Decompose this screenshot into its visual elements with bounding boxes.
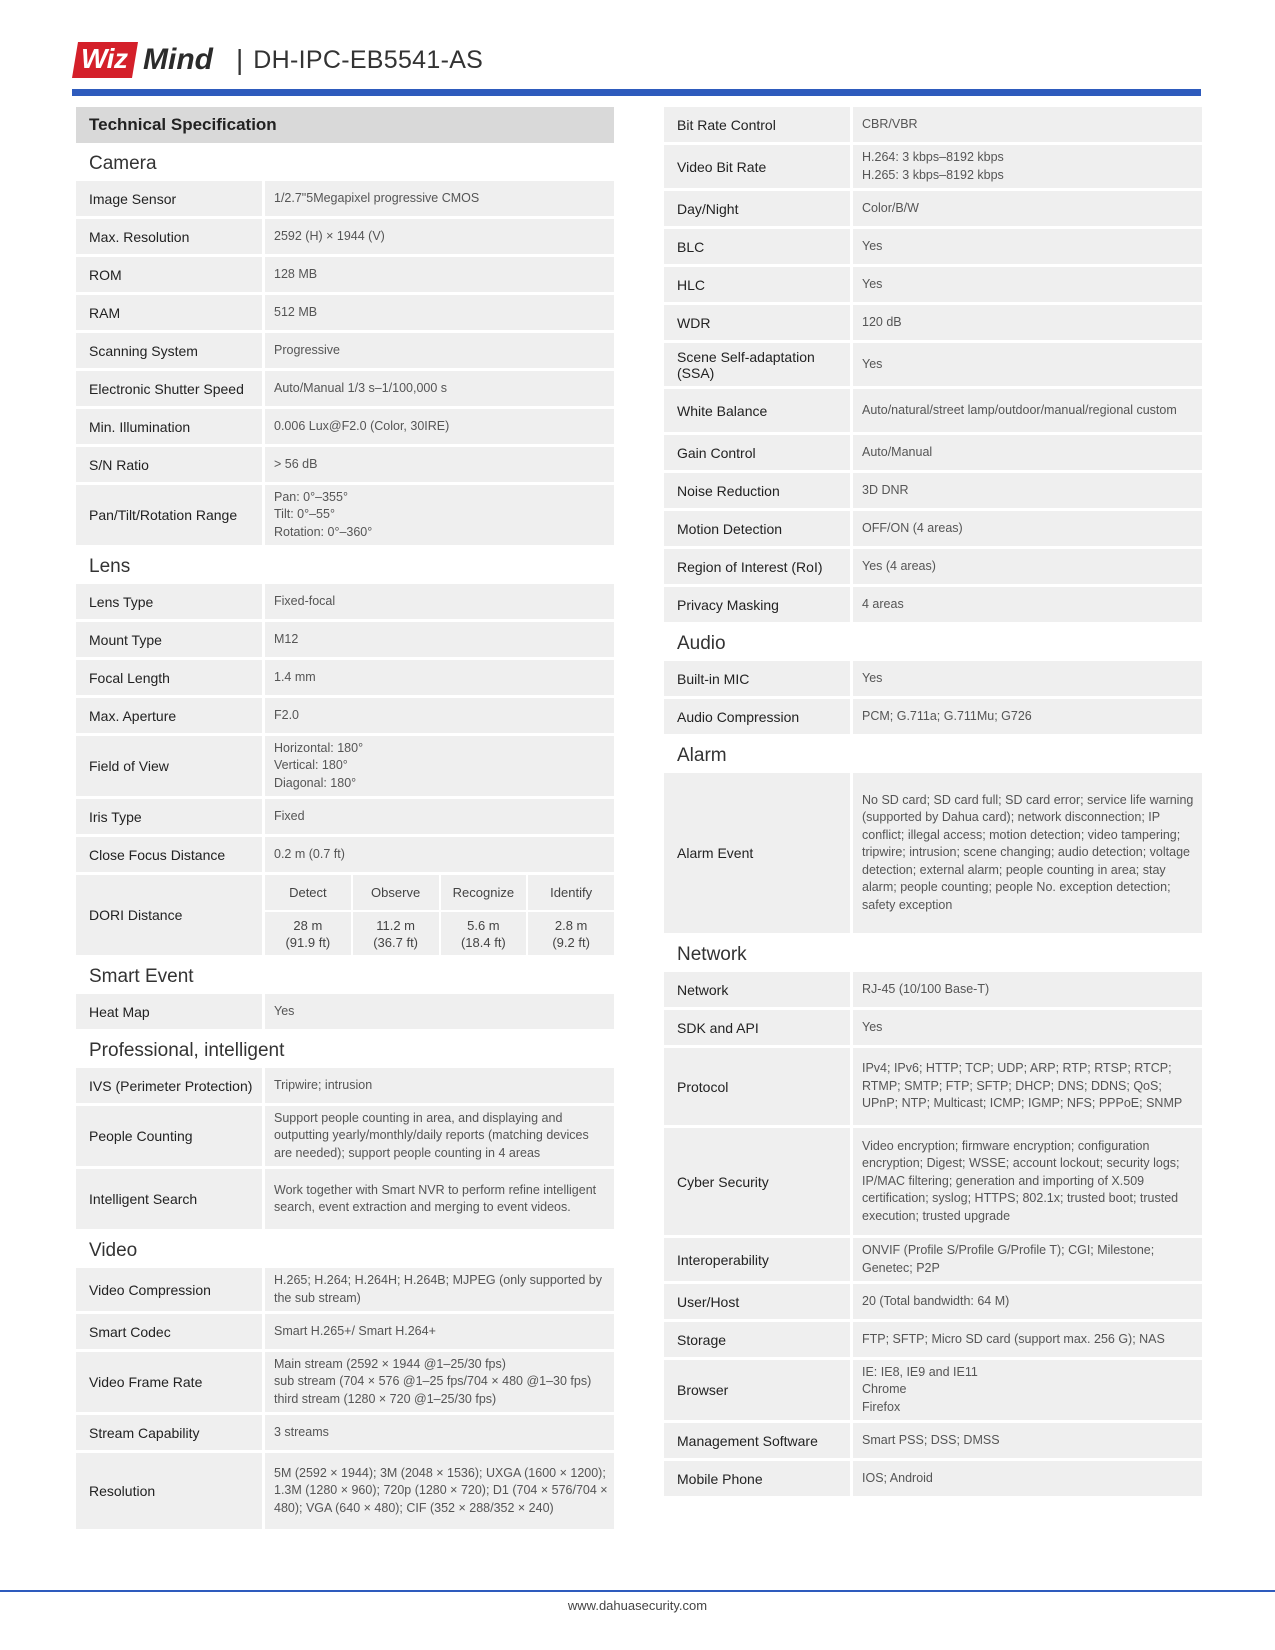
spec-label: User/Host	[664, 1284, 850, 1319]
dori-value: 5.6 m (18.4 ft)	[441, 912, 527, 955]
spec-label: Audio Compression	[664, 699, 850, 734]
spec-value: M12	[265, 622, 614, 657]
spec-value: Tripwire; intrusion	[265, 1068, 614, 1103]
logo-text-wiz: Wiz	[81, 43, 128, 74]
spec-label: Network	[664, 972, 850, 1007]
right-sections	[664, 625, 1202, 1496]
section-title-network: Network	[677, 944, 747, 965]
spec-label: Privacy Masking	[664, 587, 850, 622]
spec-row-video-bit-rate	[664, 145, 1202, 188]
spec-row-sdk-and-api	[664, 1010, 1202, 1045]
spec-value: Support people counting in area, and displaying and outputting yearly/monthly/daily reports (matching devices are needed); support people counting in 4 areas	[265, 1106, 614, 1166]
spec-row-white-balance	[664, 389, 1202, 432]
dori-value: 2.8 m (9.2 ft)	[528, 912, 614, 955]
section-title-camera: Camera	[89, 153, 157, 174]
video-continued-rows	[664, 107, 1202, 622]
spec-row-heat-map	[76, 994, 614, 1029]
spec-value: Video encryption; firmware encryption; configuration encryption; Digest; WSSE; account lockout; security logs; IP/MAC filtering; generation and importing of X.509 certification; syslog; HTTPS; 802.1x; trusted boot; trusted execution; trusted upgrade	[853, 1128, 1202, 1235]
spec-label: Bit Rate Control	[664, 107, 850, 142]
spec-row-region-of-interest-roi	[664, 549, 1202, 584]
spec-value: ONVIF (Profile S/Profile G/Profile T); CGI; Milestone; Genetec; P2P	[853, 1238, 1202, 1281]
logo-text-mind: Mind	[143, 43, 213, 76]
spec-label: Gain Control	[664, 435, 850, 470]
header	[72, 40, 483, 80]
spec-row-cyber-security	[664, 1128, 1202, 1235]
spec-row-blc	[664, 229, 1202, 264]
spec-row-day-night	[664, 191, 1202, 226]
spec-value: Work together with Smart NVR to perform refine intelligent search, event extraction and merging to event videos.	[265, 1169, 614, 1229]
section-title-audio: Audio	[677, 633, 726, 654]
dori-header-recognize: Recognize	[441, 875, 527, 910]
spec-value: Yes	[853, 343, 1202, 386]
spec-row-max-resolution	[76, 219, 614, 254]
spec-value: Pan: 0°–355° Tilt: 0°–55° Rotation: 0°–360°	[265, 485, 614, 545]
model-number: DH-IPC-EB5541-AS	[253, 46, 484, 74]
spec-label: S/N Ratio	[76, 447, 262, 482]
spec-row-video-frame-rate	[76, 1352, 614, 1412]
wizmind-logo	[72, 40, 220, 80]
spec-label: RAM	[76, 295, 262, 330]
spec-value: IE: IE8, IE9 and IE11 Chrome Firefox	[853, 1360, 1202, 1420]
spec-value: Yes	[265, 994, 614, 1029]
spec-label: Video Compression	[76, 1268, 262, 1311]
spec-row-scene-self-adaptation-ssa	[664, 343, 1202, 386]
spec-label: Protocol	[664, 1048, 850, 1125]
spec-label: SDK and API	[664, 1010, 850, 1045]
spec-value: F2.0	[265, 698, 614, 733]
spec-row-video-compression	[76, 1268, 614, 1311]
section-title-alarm: Alarm	[677, 745, 727, 766]
spec-row-s-n-ratio	[76, 447, 614, 482]
spec-row-dori-distance	[76, 875, 614, 955]
spec-row-management-software	[664, 1423, 1202, 1458]
spec-label: HLC	[664, 267, 850, 302]
spec-value: Fixed-focal	[265, 584, 614, 619]
spec-label: Focal Length	[76, 660, 262, 695]
spec-row-min-illumination	[76, 409, 614, 444]
spec-label: Max. Aperture	[76, 698, 262, 733]
spec-label: Interoperability	[664, 1238, 850, 1281]
spec-row-mount-type	[76, 622, 614, 657]
spec-row-max-aperture	[76, 698, 614, 733]
spec-label: Alarm Event	[664, 773, 850, 933]
spec-label: Video Bit Rate	[664, 145, 850, 188]
spec-row-scanning-system	[76, 333, 614, 368]
dori-value: 11.2 m (36.7 ft)	[353, 912, 439, 955]
spec-row-gain-control	[664, 435, 1202, 470]
spec-label: Cyber Security	[664, 1128, 850, 1235]
spec-value: 512 MB	[265, 295, 614, 330]
spec-label: Smart Codec	[76, 1314, 262, 1349]
spec-row-smart-codec	[76, 1314, 614, 1349]
spec-row-network	[664, 972, 1202, 1007]
spec-row-stream-capability	[76, 1415, 614, 1450]
spec-row-rom	[76, 257, 614, 292]
spec-value: OFF/ON (4 areas)	[853, 511, 1202, 546]
spec-row-ram	[76, 295, 614, 330]
spec-row-motion-detection	[664, 511, 1202, 546]
spec-value: 120 dB	[853, 305, 1202, 340]
spec-label: Electronic Shutter Speed	[76, 371, 262, 406]
header-accent-bar	[72, 89, 1201, 96]
spec-label: Mount Type	[76, 622, 262, 657]
footer-url: www.dahuasecurity.com	[567, 1598, 708, 1613]
spec-label: DORI Distance	[76, 875, 262, 955]
spec-row-noise-reduction	[664, 473, 1202, 508]
spec-label: Motion Detection	[664, 511, 850, 546]
spec-value: 3 streams	[265, 1415, 614, 1450]
spec-label: Resolution	[76, 1453, 262, 1529]
spec-row-ivs-perimeter-protection	[76, 1068, 614, 1103]
spec-row-resolution	[76, 1453, 614, 1529]
spec-row-built-in-mic	[664, 661, 1202, 696]
dori-header-detect: Detect	[265, 875, 351, 910]
spec-label: Iris Type	[76, 799, 262, 834]
spec-row-browser	[664, 1360, 1202, 1420]
spec-label: Region of Interest (RoI)	[664, 549, 850, 584]
spec-value: Auto/natural/street lamp/outdoor/manual/regional custom	[853, 389, 1202, 432]
spec-label: Management Software	[664, 1423, 850, 1458]
spec-value: Smart H.265+/ Smart H.264+	[265, 1314, 614, 1349]
section-title-professional-intelligent: Professional, intelligent	[89, 1040, 285, 1061]
spec-label: White Balance	[664, 389, 850, 432]
left-column	[76, 107, 614, 1532]
spec-label: Scanning System	[76, 333, 262, 368]
spec-row-alarm-event	[664, 773, 1202, 933]
spec-label: Video Frame Rate	[76, 1352, 262, 1412]
spec-label: Heat Map	[76, 994, 262, 1029]
spec-row-hlc	[664, 267, 1202, 302]
spec-label: Close Focus Distance	[76, 837, 262, 872]
spec-row-focal-length	[76, 660, 614, 695]
spec-label: Noise Reduction	[664, 473, 850, 508]
spec-label: BLC	[664, 229, 850, 264]
spec-row-electronic-shutter-speed	[76, 371, 614, 406]
spec-value: IOS; Android	[853, 1461, 1202, 1496]
spec-label: Day/Night	[664, 191, 850, 226]
spec-value: 5M (2592 × 1944); 3M (2048 × 1536); UXGA (1600 × 1200); 1.3M (1280 × 960); 720p (1280 × 720); D1 (704 × 576/704 × 480); VGA (640 × 480); CIF (352 × 288/352 × 240)	[265, 1453, 614, 1529]
spec-row-intelligent-search	[76, 1169, 614, 1229]
section-title-smart-event: Smart Event	[89, 966, 194, 987]
spec-row-audio-compression	[664, 699, 1202, 734]
spec-value: Main stream (2592 × 1944 @1–25/30 fps) sub stream (704 × 576 @1–25 fps/704 × 480 @1–30 fps) third stream (1280 × 720 @1–25/30 fps)	[265, 1352, 614, 1412]
section-title-lens: Lens	[89, 556, 131, 577]
spec-row-user-host	[664, 1284, 1202, 1319]
spec-value: Yes (4 areas)	[853, 549, 1202, 584]
spec-label: Storage	[664, 1322, 850, 1357]
spec-value: FTP; SFTP; Micro SD card (support max. 256 G); NAS	[853, 1322, 1202, 1357]
spec-label: ROM	[76, 257, 262, 292]
spec-value: Color/B/W	[853, 191, 1202, 226]
section-title-video: Video	[89, 1240, 138, 1261]
spec-row-storage	[664, 1322, 1202, 1357]
spec-label: Built-in MIC	[664, 661, 850, 696]
spec-label: Lens Type	[76, 584, 262, 619]
spec-row-field-of-view	[76, 736, 614, 796]
spec-row-iris-type	[76, 799, 614, 834]
spec-value: H.265; H.264; H.264H; H.264B; MJPEG (only supported by the sub stream)	[265, 1268, 614, 1311]
dori-header-observe: Observe	[353, 875, 439, 910]
spec-row-lens-type	[76, 584, 614, 619]
spec-value: No SD card; SD card full; SD card error; service life warning (supported by Dahua card); network disconnection; IP conflict; illegal access; motion detection; video tampering; tripwire; intrusion; scene changing; audio detection; voltage detection; external alarm; people counting in area; stay alarm; people counting; people No. exception detection; safety exception	[853, 773, 1202, 933]
spec-row-mobile-phone	[664, 1461, 1202, 1496]
spec-value: 3D DNR	[853, 473, 1202, 508]
footer-divider	[0, 1590, 1275, 1592]
spec-row-people-counting	[76, 1106, 614, 1166]
spec-value: Horizontal: 180° Vertical: 180° Diagonal: 180°	[265, 736, 614, 796]
spec-row-privacy-masking	[664, 587, 1202, 622]
spec-label: Min. Illumination	[76, 409, 262, 444]
spec-label: Scene Self-adaptation (SSA)	[664, 343, 850, 386]
spec-value: PCM; G.711a; G.711Mu; G726	[853, 699, 1202, 734]
dori-value: 28 m (91.9 ft)	[265, 912, 351, 955]
spec-label: Intelligent Search	[76, 1169, 262, 1229]
spec-value: 2592 (H) × 1944 (V)	[265, 219, 614, 254]
spec-row-protocol	[664, 1048, 1202, 1125]
spec-value: Yes	[853, 229, 1202, 264]
spec-value: Auto/Manual 1/3 s–1/100,000 s	[265, 371, 614, 406]
spec-value: 4 areas	[853, 587, 1202, 622]
spec-value: 0.006 Lux@F2.0 (Color, 30IRE)	[265, 409, 614, 444]
spec-value: Progressive	[265, 333, 614, 368]
spec-label: Pan/Tilt/Rotation Range	[76, 485, 262, 545]
spec-row-wdr	[664, 305, 1202, 340]
spec-label: IVS (Perimeter Protection)	[76, 1068, 262, 1103]
spec-value: Yes	[853, 661, 1202, 696]
spec-label: People Counting	[76, 1106, 262, 1166]
spec-value: > 56 dB	[265, 447, 614, 482]
spec-value: 20 (Total bandwidth: 64 M)	[853, 1284, 1202, 1319]
spec-value: H.264: 3 kbps–8192 kbps H.265: 3 kbps–8192 kbps	[853, 145, 1202, 188]
spec-value: 1/2.7"5Megapixel progressive CMOS	[265, 181, 614, 216]
spec-value: Smart PSS; DSS; DMSS	[853, 1423, 1202, 1458]
spec-row-pan-tilt-rotation-range	[76, 485, 614, 545]
spec-row-bit-rate-control	[664, 107, 1202, 142]
spec-value: Fixed	[265, 799, 614, 834]
dori-table	[265, 875, 614, 955]
spec-row-close-focus-distance	[76, 837, 614, 872]
spec-label: Field of View	[76, 736, 262, 796]
spec-value: Yes	[853, 1010, 1202, 1045]
spec-label: Browser	[664, 1360, 850, 1420]
spec-value: IPv4; IPv6; HTTP; TCP; UDP; ARP; RTP; RTSP; RTCP; RTMP; SMTP; FTP; SFTP; DHCP; DNS; DDNS; QoS; UPnP; NTP; Multicast; ICMP; IGMP; NFS; PPPoE; SNMP	[853, 1048, 1202, 1125]
spec-value: 1.4 mm	[265, 660, 614, 695]
header-separator: |	[236, 44, 244, 75]
left-sections	[76, 145, 614, 1529]
spec-value: Yes	[853, 267, 1202, 302]
spec-title: Technical Specification	[76, 107, 614, 143]
spec-row-image-sensor	[76, 181, 614, 216]
right-column	[664, 107, 1202, 1499]
spec-value: 0.2 m (0.7 ft)	[265, 837, 614, 872]
spec-value: 128 MB	[265, 257, 614, 292]
dori-header-identify: Identify	[528, 875, 614, 910]
spec-value: CBR/VBR	[853, 107, 1202, 142]
spec-label: Max. Resolution	[76, 219, 262, 254]
spec-label: Stream Capability	[76, 1415, 262, 1450]
spec-value: Auto/Manual	[853, 435, 1202, 470]
spec-label: Image Sensor	[76, 181, 262, 216]
spec-row-interoperability	[664, 1238, 1202, 1281]
spec-label: WDR	[664, 305, 850, 340]
spec-label: Mobile Phone	[664, 1461, 850, 1496]
spec-value: RJ-45 (10/100 Base-T)	[853, 972, 1202, 1007]
